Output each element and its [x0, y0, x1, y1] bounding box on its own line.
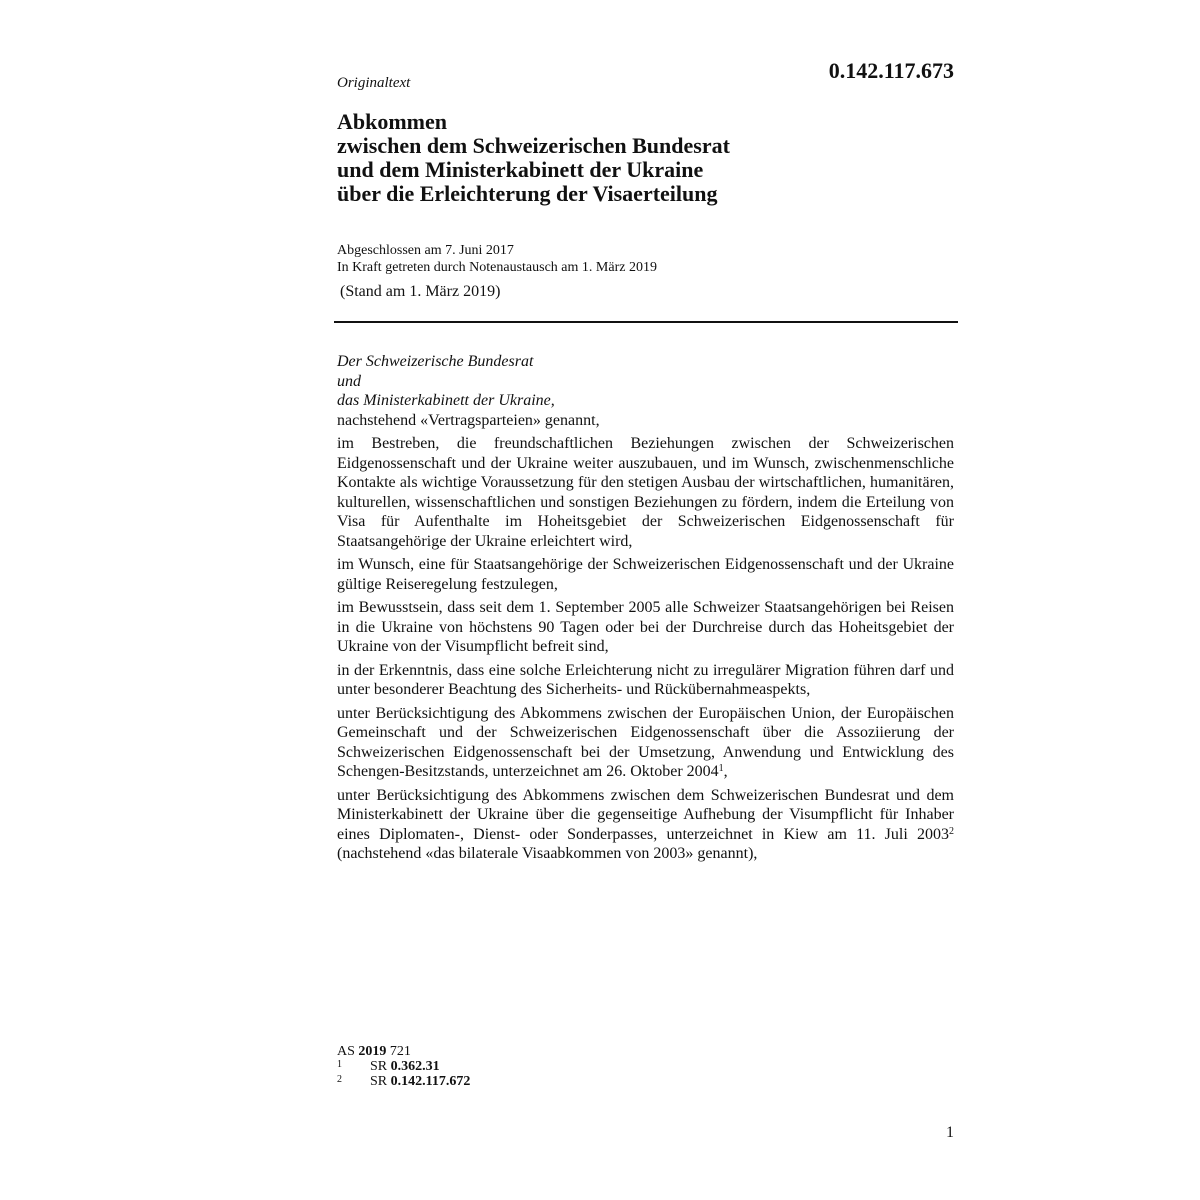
preamble-paragraph: im Bestreben, die freundschaftlichen Beziehungen zwischen der Schweizerischen Eidgenossenschaft und der Ukraine weiter auszubauen, und im Wunsch, zwischenmenschliche Kontakte als wichtige Voraussetzung für den stetigen Ausbau der wirtschaftlichen, humanitären, kulturellen, wissenschaftlichen und sonstigen Beziehungen zu fördern, indem die Erteilung von Visa für Aufenthalte im Hoheitsgebiet der Schweizerischen Eidgenossenschaft für Staatsangehörige der Ukraine erleichtert wird,: [337, 435, 954, 550]
sr-link[interactable]: 0.362.31: [390, 1059, 440, 1074]
in-force-date: In Kraft getreten durch Notenaustausch am 1. März 2019: [337, 260, 657, 275]
status-date: (Stand am 1. März 2019): [340, 283, 501, 300]
footnotes: [337, 1044, 470, 1089]
preamble-paragraph: [337, 704, 954, 782]
document-title: [337, 110, 730, 206]
parties-block: [337, 352, 954, 430]
footnote-item: [337, 1059, 470, 1074]
horizontal-rule: [334, 321, 958, 323]
party-1: Der Schweizerische Bundesrat: [337, 353, 534, 370]
title-line: zwischen dem Schweizerischen Bundesrat: [337, 133, 730, 158]
party-and: und: [337, 372, 361, 390]
party-2: das Ministerkabinett der Ukraine,: [337, 392, 555, 409]
as-reference: AS 2019 721: [337, 1044, 411, 1059]
sr-link[interactable]: 0.142.117.672: [390, 1074, 471, 1089]
concluded-date: Abgeschlossen am 7. Juni 2017: [337, 243, 514, 258]
footnote-reference[interactable]: 1: [718, 763, 724, 774]
footnote-item: [337, 1074, 470, 1089]
sr-number: 0.142.117.673: [828, 58, 954, 83]
footnote-number: 2: [337, 1074, 342, 1085]
title-line: und dem Ministerkabinett der Ukraine: [337, 157, 704, 182]
paragraph-text: unter Berücksichtigung des Abkommens zwischen dem Schweizerischen Bundesrat und dem Ministerkabinett der Ukraine über die gegenseitige Aufhebung der Visumpflicht für Inhaber eines Diplomaten-, Dienst- oder Sonderpasses, unterzeichnet in Kiew am 11. Juli 2003: [337, 786, 954, 843]
footnote-text: SR 0.142.117.672: [370, 1074, 471, 1089]
footnote-number: 1: [337, 1059, 342, 1070]
preamble-paragraph: in der Erkenntnis, dass eine solche Erleichterung nicht zu irregulärer Migration führen darf und unter besonderer Beachtung des Sicherheits- und Rückübernahmeaspekts,: [337, 661, 954, 698]
paragraph-end: (nachstehend «das bilaterale Visaabkommen von 2003» genannt),: [337, 845, 758, 862]
footnote-reference[interactable]: 2: [949, 825, 954, 837]
preamble-paragraph: [337, 786, 954, 864]
preamble-paragraph: im Bewusstsein, dass seit dem 1. September 2005 alle Schweizer Staatsangehörigen bei Reisen in die Ukraine von höchstens 90 Tagen oder bei der Durchreise durch das Hoheitsgebiet der Ukraine von der Visumpflicht befreit sind,: [337, 599, 954, 655]
paragraph-end: ,: [723, 763, 728, 780]
preamble-paragraph: im Wunsch, eine für Staatsangehörige der Schweizerischen Eidgenossenschaft und der Ukraine gültige Reiseregelung festzulegen,: [337, 556, 954, 593]
originaltext-label: Originaltext: [337, 75, 411, 91]
preamble: [337, 352, 954, 864]
title-line: Abkommen: [337, 109, 448, 134]
page-number: 1: [946, 1124, 954, 1141]
parties-named: nachstehend «Vertragsparteien» genannt,: [337, 411, 600, 429]
paragraph-text: unter Berücksichtigung des Abkommens zwischen der Europäischen Union, der Europäischen Gemeinschaft und der Schweizerischen Eidgenossenschaft über die Assoziierung der Schweizerischen Eidgenossenschaft bei der Umsetzung, Anwendung und Entwicklung des Schengen-Besitzstands, unterzeichnet am 26. Oktober 2004: [337, 704, 954, 780]
document-meta: [337, 242, 657, 276]
title-line: über die Erleichterung der Visaerteilung: [337, 181, 718, 206]
footnote-text: SR 0.362.31: [370, 1059, 440, 1074]
